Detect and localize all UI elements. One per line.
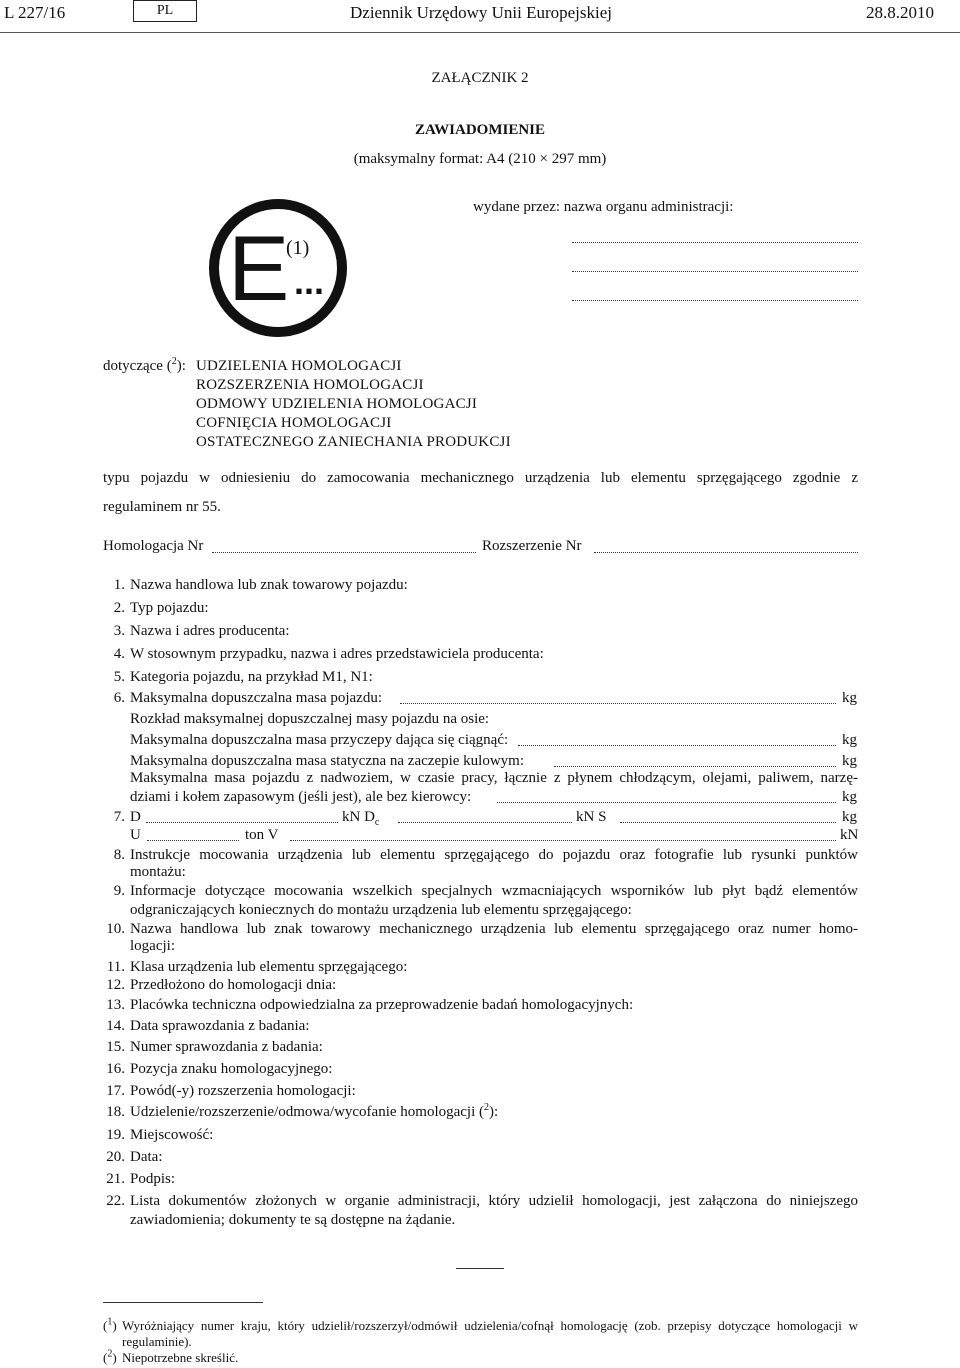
body-mass-field[interactable] [497,802,836,803]
intro-line-2: regulaminem nr 55. [103,499,221,515]
item-number: 5. [113,669,125,685]
item-number: 3. [113,623,125,639]
dc-value-field[interactable] [398,822,572,823]
item-coupling-class: Klasa urządzenia lub elementu sprzęgającego: [130,959,408,975]
max-mass-field[interactable] [400,703,836,704]
item-technical-service: Placówka techniczna odpowiedzialna za przeprowadzenie badań homologacyjnych: [130,997,634,1013]
item-static-mass: Maksymalna dopuszczalna masa statyczna na zaczepie kulowym: [130,753,525,769]
footnote-2-mark: ($^2$) [103,1348,117,1365]
item-number: 1. [113,577,125,593]
label-ton-v: ton V [245,827,279,843]
static-mass-field[interactable] [554,766,836,767]
footnote-2-text: Niepotrzebne skreślić. [122,1350,239,1365]
item-number: 22. [106,1193,125,1209]
item-number: 20. [106,1149,125,1165]
extension-number-field[interactable] [594,552,858,553]
item-representative: W stosownym przypadku, nazwa i adres przedstawiciela producenta: [130,646,544,662]
item-number: 7. [113,809,125,825]
language-badge: PL [133,0,197,22]
option-grant[interactable]: UDZIELENIA HOMOLOGACJI [196,358,402,374]
item-report-number: Numer sprawozdania z badania: [130,1039,323,1055]
unit-kg: kg [842,753,857,769]
item-trade-name: Nazwa handlowa lub znak towarowy pojazdu: [130,577,408,593]
item-vehicle-category: Kategoria pojazdu, na przykład M1, N1: [130,669,373,685]
item-number: 17. [106,1083,125,1099]
item-reinforcement-line-1: Informacje dotyczące mocowania wszelkich specjalnych wzmacniających wsporników lub płyt bądź elementów [130,883,858,899]
unit-kg: kg [842,690,857,706]
item-place: Miejscowość: [130,1127,214,1143]
emblem-dots: ... [294,261,325,302]
item-number: 11. [106,959,125,975]
approval-number-field[interactable] [212,552,476,553]
item-number: 2. [113,600,125,616]
header-divider [0,32,960,33]
item-body-mass-line-1: Maksymalna masa pojazdu z nadwoziem, w czasie pracy, łącznie z płynem chłodzącym, olejami, paliwem, narzę- [130,770,858,786]
item-trailer-mass: Maksymalna dopuszczalna masa przyczepy dająca się ciągnąć: [130,732,509,748]
label-d: D [130,809,141,825]
item-signature: Podpis: [130,1171,176,1187]
approval-emblem-icon [206,193,356,343]
label-kn-s: kN S [576,809,607,825]
unit-kg: kg [842,732,857,748]
item-reinforcement-line-2: odgraniczających koniecznych do montażu urządzenia lub elementu sprzęgającego: [130,902,632,918]
annex-title: ZAŁĄCZNIK 2 [431,70,529,86]
label-kn-dc: kN $D_c$ [342,809,380,828]
item-coupling-name-line-2: logacji: [130,938,175,954]
item-mounting-line-1: Instrukcje mocowania urządzenia lub elementu sprzęgającego do pojazdu oraz fotografie lub rysunki punktów [130,847,858,863]
item-mark-position: Pozycja znaku homologacyjnego: [130,1061,333,1077]
item-documents-line-1: Lista dokumentów złożonych w organie administracji, który udzielił homologacji, jest załączona do niniejszego [130,1193,858,1209]
item-coupling-name-line-1: Nazwa handlowa lub znak towarowy mechanicznego urządzenia lub elementu sprzęgającego oraz numer homo- [130,921,858,937]
item-number: 6. [113,690,125,706]
item-number: 14. [106,1018,125,1034]
item-number: 9. [113,883,125,899]
item-vehicle-type: Typ pojazdu: [130,600,209,616]
item-number: 8. [113,847,125,863]
option-refusal[interactable]: ODMOWY UDZIELENIA HOMOLOGACJI [196,396,478,412]
item-max-mass: Maksymalna dopuszczalna masa pojazdu: [130,690,382,706]
document-title: ZAWIADOMIENIE [414,122,546,138]
emblem-footnote-mark: (1) [286,237,310,259]
item-submitted-date: Przedłożono do homologacji dnia: [130,977,337,993]
trailer-mass-field[interactable] [518,745,836,746]
concerning-label: dotyczące ($^2$): [103,356,186,374]
label-u: U [130,827,141,843]
item-number: 19. [106,1127,125,1143]
footnote-1-line-2: regulaminie). [122,1334,192,1349]
intro-line-1: typu pojazdu w odniesieniu do zamocowania mechanicznego urządzenia lub elementu sprzęgającego zgodnie z [103,470,858,486]
approval-number-label: Homologacja Nr [103,538,204,554]
journal-title: Dziennik Urzędowy Unii Europejskiej [350,3,613,22]
item-documents-line-2: zawiadomienia; dokumenty te są dostępne na żądanie. [130,1212,456,1228]
issuer-line-3[interactable] [572,300,858,301]
item-number: 13. [106,997,125,1013]
option-withdrawal[interactable]: COFNIĘCIA HOMOLOGACJI [196,415,392,431]
emblem-letter: E [228,218,290,320]
issuer-line-1[interactable] [572,242,858,243]
item-number: 21. [106,1171,125,1187]
item-extension-reasons: Powód(-y) rozszerzenia homologacji: [130,1083,356,1099]
item-number: 16. [106,1061,125,1077]
v-value-field[interactable] [290,840,836,841]
unit-kg: kg [842,809,857,825]
footnote-1-mark: ($^1$) [103,1316,117,1333]
item-date: Data: [130,1149,163,1165]
item-number: 4. [113,646,125,662]
u-value-field[interactable] [147,840,239,841]
end-separator [456,1268,504,1269]
unit-kg: kg [842,789,857,805]
issuer-line-2[interactable] [572,271,858,272]
item-mounting-line-2: montażu: [130,864,186,880]
item-number: 18. [106,1104,125,1120]
footnote-1-line-1: Wyróżniający numer kraju, który udzielił/rozszerzył/odmówił udzielenia/cofnął homologację (zob. przepisy dotyczące homologacji w [122,1318,858,1333]
item-manufacturer: Nazwa i adres producenta: [130,623,290,639]
publication-date: 28.8.2010 [866,3,934,22]
d-value-field[interactable] [146,822,338,823]
item-report-date: Data sprawozdania z badania: [130,1018,310,1034]
item-number: 15. [106,1039,125,1055]
issued-by-label: wydane przez: nazwa organu administracji: [473,199,734,215]
item-approval-decision: Udzielenie/rozszerzenie/odmowa/wycofanie homologacji ($^2$): [130,1102,499,1120]
format-note: (maksymalny format: A4 (210 × 297 mm) [353,151,607,167]
unit-kn: kN [840,827,859,843]
item-number: 10. [106,921,125,937]
option-discontinued[interactable]: OSTATECZNEGO ZANIECHANIA PRODUKCJI [196,434,511,450]
page-reference: L 227/16 [4,3,66,22]
item-body-mass-line-2: dziami i kołem zapasowym (jeśli jest), ale bez kierowcy: [130,789,472,805]
s-value-field[interactable] [620,822,836,823]
option-extension[interactable]: ROZSZERZENIA HOMOLOGACJI [196,377,424,393]
item-axle-distribution: Rozkład maksymalnej dopuszczalnej masy pojazdu na osie: [130,711,490,727]
item-number: 12. [106,977,125,993]
extension-number-label: Rozszerzenie Nr [482,538,582,554]
footnote-divider [103,1302,263,1303]
